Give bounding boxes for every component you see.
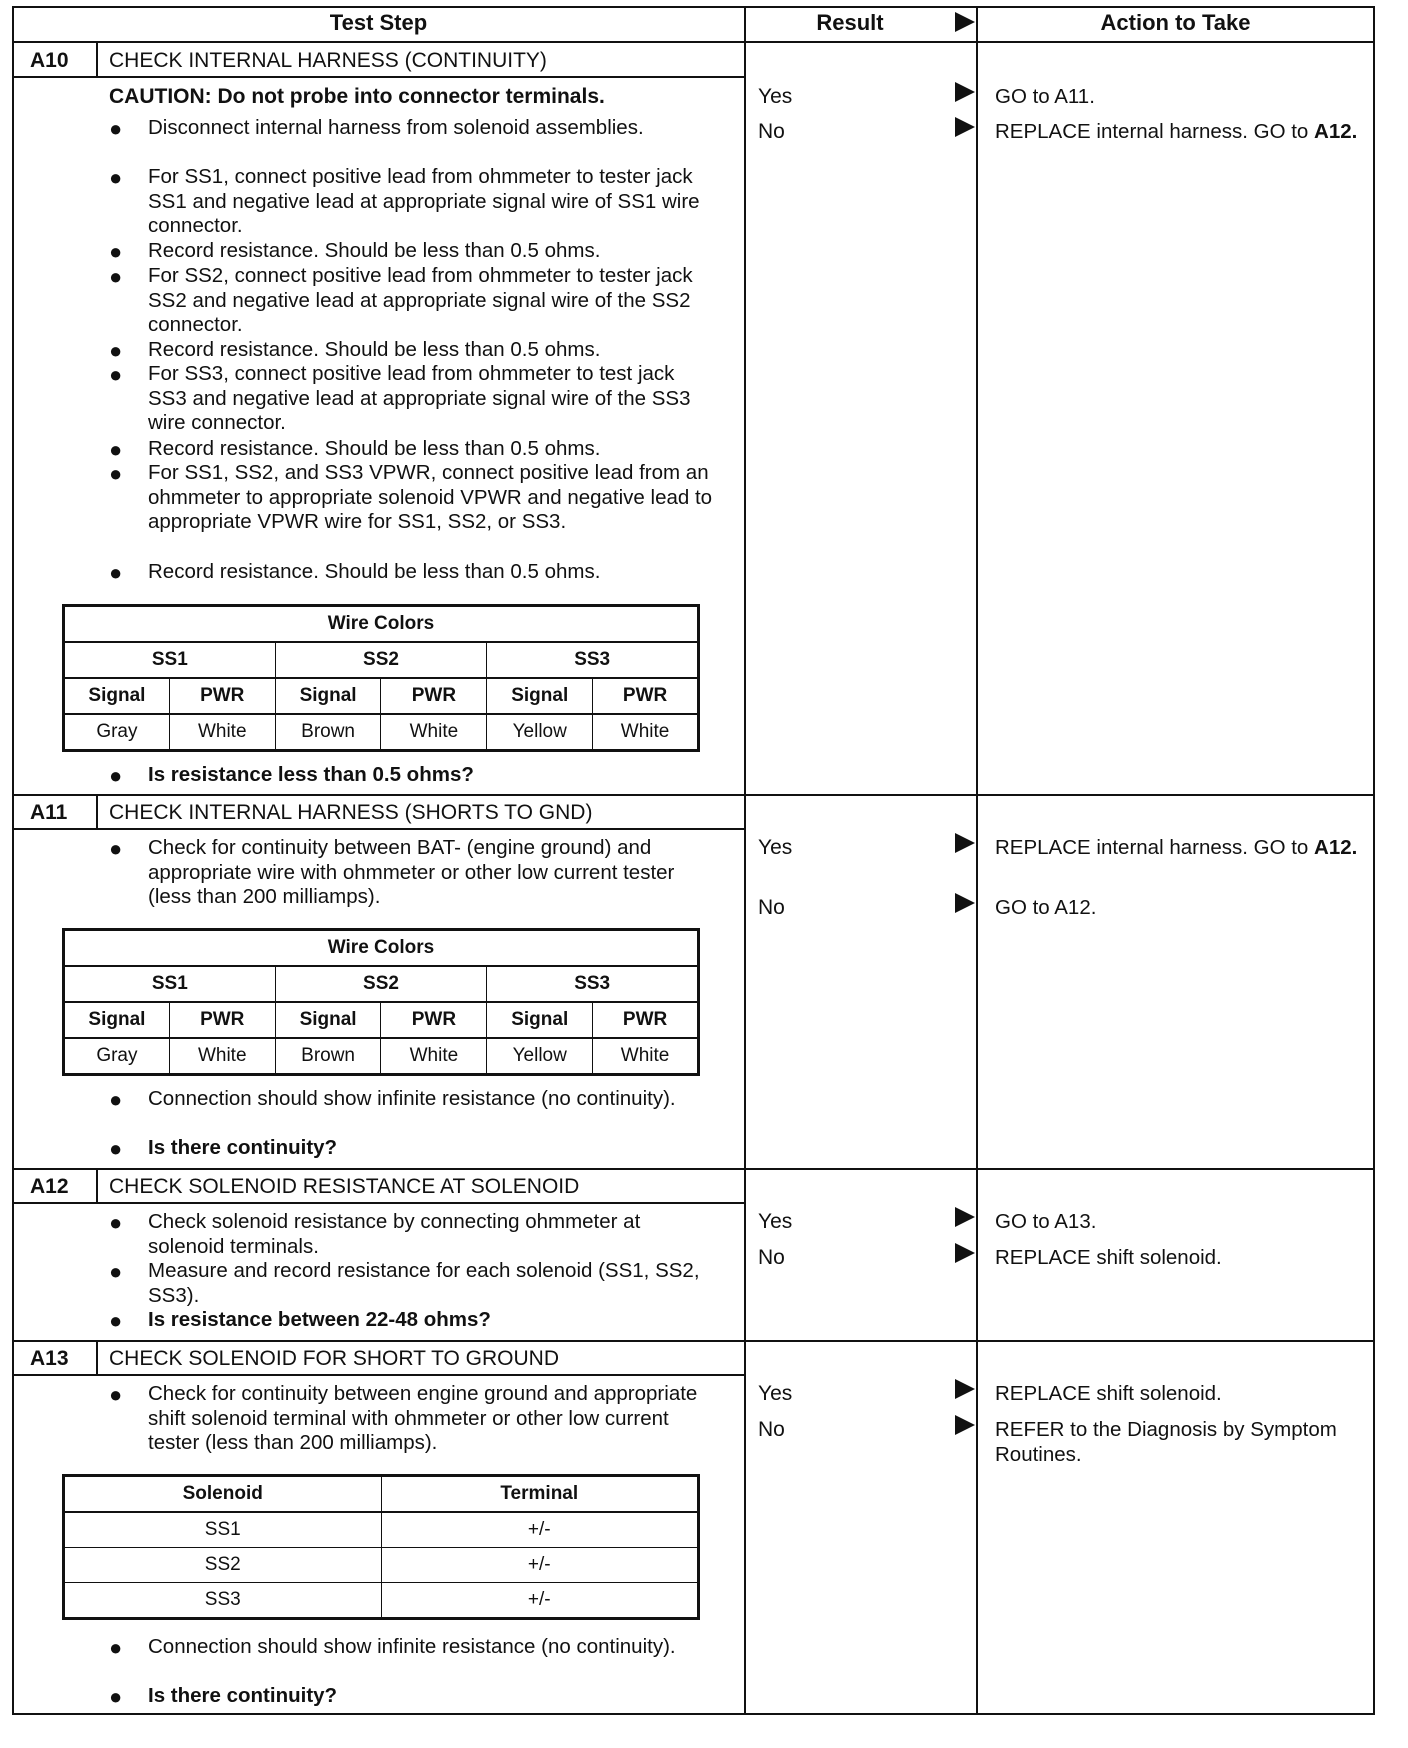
wire-colors-title: Wire Colors — [64, 606, 699, 643]
a12-bullet-2: Measure and record resistance for each solenoid (SS1, SS2, SS3). — [148, 1259, 700, 1307]
group-ss3: SS3 — [487, 966, 699, 1002]
subheader-signal: Signal — [275, 1002, 381, 1038]
bullet-icon: ● — [109, 165, 123, 190]
wire-color-cell: Gray — [64, 1038, 170, 1075]
bullet-icon: ● — [109, 1210, 123, 1235]
a11-post-bullet: Connection should show infinite resistance (no continuity). — [148, 1087, 676, 1110]
group-ss1: SS1 — [64, 966, 276, 1002]
a13-solenoid-table — [62, 1474, 700, 1620]
terminal-cell: +/- — [381, 1583, 699, 1619]
terminal-cell: +/- — [381, 1512, 699, 1548]
bullet-icon: ● — [109, 116, 123, 141]
a13-result-yes: Yes — [758, 1382, 793, 1405]
wire-color-cell: Brown — [275, 714, 381, 751]
a10-question: Is resistance less than 0.5 ohms? — [148, 763, 474, 786]
column-divider-2 — [976, 6, 978, 1715]
wire-color-cell: Yellow — [487, 714, 593, 751]
step-title-a13: CHECK SOLENOID FOR SHORT TO GROUND — [109, 1347, 560, 1370]
wire-color-cell: White — [169, 1038, 275, 1075]
group-ss2: SS2 — [275, 966, 487, 1002]
a11-result-yes: Yes — [758, 836, 793, 859]
a13-result-no: No — [758, 1418, 785, 1441]
a13-bullet-1: Check for continuity between engine ground and appropriate shift solenoid terminal with ohmmeter or other low current tester (less than 200 milliamps). — [148, 1382, 698, 1454]
a12-result-yes: Yes — [758, 1210, 793, 1233]
subheader-signal: Signal — [275, 678, 381, 714]
wire-color-cell: Yellow — [487, 1038, 593, 1075]
subheader-pwr: PWR — [593, 678, 699, 714]
a13-question: Is there continuity? — [148, 1684, 338, 1707]
a13-action-yes: REPLACE shift solenoid. — [995, 1382, 1222, 1405]
a10-bullet-1: Disconnect internal harness from solenoid assemblies. — [148, 116, 644, 139]
bullet-icon: ● — [109, 1259, 123, 1284]
a11-wire-colors-table — [62, 928, 700, 1076]
step-id-a11: A11 — [30, 801, 68, 824]
a12-id-divider — [96, 1168, 98, 1204]
a13-separator — [12, 1340, 1375, 1342]
bullet-icon: ● — [109, 1635, 123, 1660]
subheader-signal: Signal — [487, 1002, 593, 1038]
wire-colors-title: Wire Colors — [64, 930, 699, 967]
a13-id-divider — [96, 1340, 98, 1376]
solenoid-cell: SS2 — [64, 1548, 382, 1583]
arrow-icon — [955, 1207, 975, 1227]
header-test-step: Test Step — [329, 10, 428, 35]
arrow-icon — [955, 893, 975, 913]
arrow-icon — [955, 117, 975, 137]
a10-result-yes: Yes — [758, 85, 793, 108]
subheader-signal: Signal — [64, 678, 170, 714]
a10-bullet-2: For SS1, connect positive lead from ohmmeter to tester jack SS1 and negative lead at appropriate signal wire of SS1 wire connector. — [148, 165, 700, 237]
a10-result-no: No — [758, 120, 785, 143]
a10-caution: CAUTION: Do not probe into connector terminals. — [109, 85, 605, 108]
a10-title-underline — [12, 76, 745, 78]
bullet-icon: ● — [109, 338, 123, 363]
subheader-pwr: PWR — [169, 678, 275, 714]
bullet-icon: ● — [109, 1684, 123, 1709]
a12-separator — [12, 1168, 1375, 1170]
a11-title-underline — [12, 828, 745, 830]
a12-action-no: REPLACE shift solenoid. — [995, 1246, 1222, 1269]
column-divider-1 — [744, 6, 746, 1715]
wire-color-cell: White — [169, 714, 275, 751]
a11-action-yes-target: A12. — [1314, 836, 1358, 859]
arrow-icon — [955, 1379, 975, 1399]
subheader-pwr: PWR — [169, 1002, 275, 1038]
a11-action-yes-text: REPLACE internal harness. GO to — [995, 836, 1309, 859]
frame-top — [12, 6, 1375, 8]
step-title-a11: CHECK INTERNAL HARNESS (SHORTS TO GND) — [109, 801, 593, 824]
a12-result-no: No — [758, 1246, 785, 1269]
subheader-pwr: PWR — [593, 1002, 699, 1038]
a13-action-no: REFER to the Diagnosis by Symptom Routines. — [995, 1418, 1337, 1466]
a10-wire-colors-table — [62, 604, 700, 752]
a11-action-no: GO to A12. — [995, 896, 1097, 919]
bullet-icon: ● — [109, 1136, 123, 1161]
wire-color-cell: White — [381, 1038, 487, 1075]
group-ss2: SS2 — [275, 642, 487, 678]
arrow-icon — [955, 1243, 975, 1263]
a12-title-underline — [12, 1202, 745, 1204]
a10-action-no — [995, 120, 1375, 145]
bullet-icon: ● — [109, 264, 123, 289]
a11-bullet-1: Check for continuity between BAT- (engine ground) and appropriate wire with ohmmeter or other low current tester (less than 200 milliamps). — [148, 836, 675, 908]
bullet-icon: ● — [109, 1087, 123, 1112]
a10-bullet-3: Record resistance. Should be less than 0.5 ohms. — [148, 239, 601, 262]
a10-bullet-5: Record resistance. Should be less than 0.5 ohms. — [148, 338, 601, 361]
bullet-icon: ● — [109, 763, 123, 788]
wire-color-cell: Gray — [64, 714, 170, 751]
a11-action-yes — [995, 836, 1375, 861]
terminal-cell: +/- — [381, 1548, 699, 1583]
subheader-pwr: PWR — [381, 678, 487, 714]
bullet-icon: ● — [109, 461, 123, 486]
a10-bullet-8: For SS1, SS2, and SS3 VPWR, connect positive lead from an ohmmeter to appropriate solenoid VPWR and negative lead to appropriate VPWR wire for SS1, SS2, or SS3. — [148, 461, 713, 533]
a12-bullet-1: Check solenoid resistance by connecting ohmmeter at solenoid terminals. — [148, 1210, 641, 1258]
header-action: Action to Take — [1100, 10, 1251, 35]
wire-color-cell: White — [593, 714, 699, 751]
a11-result-no: No — [758, 896, 785, 919]
header-result: Result — [816, 10, 884, 35]
wire-color-cell: White — [593, 1038, 699, 1075]
header-arrow-icon — [955, 12, 975, 32]
a10-bullet-4: For SS2, connect positive lead from ohmmeter to tester jack SS2 and negative lead at appropriate signal wire of the SS2 connector. — [148, 264, 693, 336]
wire-color-cell: White — [381, 714, 487, 751]
a12-action-yes: GO to A13. — [995, 1210, 1097, 1233]
step-title-a10: CHECK INTERNAL HARNESS (CONTINUITY) — [109, 49, 547, 72]
a10-bullet-7: Record resistance. Should be less than 0.5 ohms. — [148, 437, 601, 460]
bullet-icon: ● — [109, 836, 123, 861]
a13-post-bullet: Connection should show infinite resistance (no continuity). — [148, 1635, 676, 1658]
a11-question: Is there continuity? — [148, 1136, 338, 1159]
step-id-a10: A10 — [30, 49, 69, 72]
subheader-pwr: PWR — [381, 1002, 487, 1038]
group-ss3: SS3 — [487, 642, 699, 678]
a13-title-underline — [12, 1374, 745, 1376]
frame-left — [12, 6, 14, 1715]
solenoid-cell: SS3 — [64, 1583, 382, 1619]
a10-bullet-6: For SS3, connect positive lead from ohmmeter to test jack SS3 and negative lead at appropriate signal wire of the SS3 wire connector. — [148, 362, 691, 434]
group-ss1: SS1 — [64, 642, 276, 678]
subheader-signal: Signal — [64, 1002, 170, 1038]
header-solenoid: Solenoid — [64, 1476, 382, 1513]
solenoid-cell: SS1 — [64, 1512, 382, 1548]
bullet-icon: ● — [109, 560, 123, 585]
bullet-icon: ● — [109, 362, 123, 387]
arrow-icon — [955, 1415, 975, 1435]
a10-bullet-9: Record resistance. Should be less than 0.5 ohms. — [148, 560, 601, 583]
arrow-icon — [955, 82, 975, 102]
bullet-icon: ● — [109, 1308, 123, 1333]
a10-action-no-text: REPLACE internal harness. GO to — [995, 120, 1309, 143]
wire-color-cell: Brown — [275, 1038, 381, 1075]
bullet-icon: ● — [109, 437, 123, 462]
frame-bottom — [12, 1713, 1375, 1715]
header-terminal: Terminal — [381, 1476, 699, 1513]
a10-action-yes: GO to A11. — [995, 85, 1095, 108]
a10-id-divider — [96, 41, 98, 77]
bullet-icon: ● — [109, 1382, 123, 1407]
header-divider — [12, 41, 1375, 43]
step-id-a13: A13 — [30, 1347, 69, 1370]
a11-id-divider — [96, 794, 98, 830]
step-id-a12: A12 — [30, 1175, 69, 1198]
a12-question: Is resistance between 22-48 ohms? — [148, 1308, 491, 1331]
a11-separator — [12, 794, 1375, 796]
a10-action-no-target: A12. — [1314, 120, 1358, 143]
step-title-a12: CHECK SOLENOID RESISTANCE AT SOLENOID — [109, 1175, 580, 1198]
bullet-icon: ● — [109, 239, 123, 264]
subheader-signal: Signal — [487, 678, 593, 714]
arrow-icon — [955, 833, 975, 853]
